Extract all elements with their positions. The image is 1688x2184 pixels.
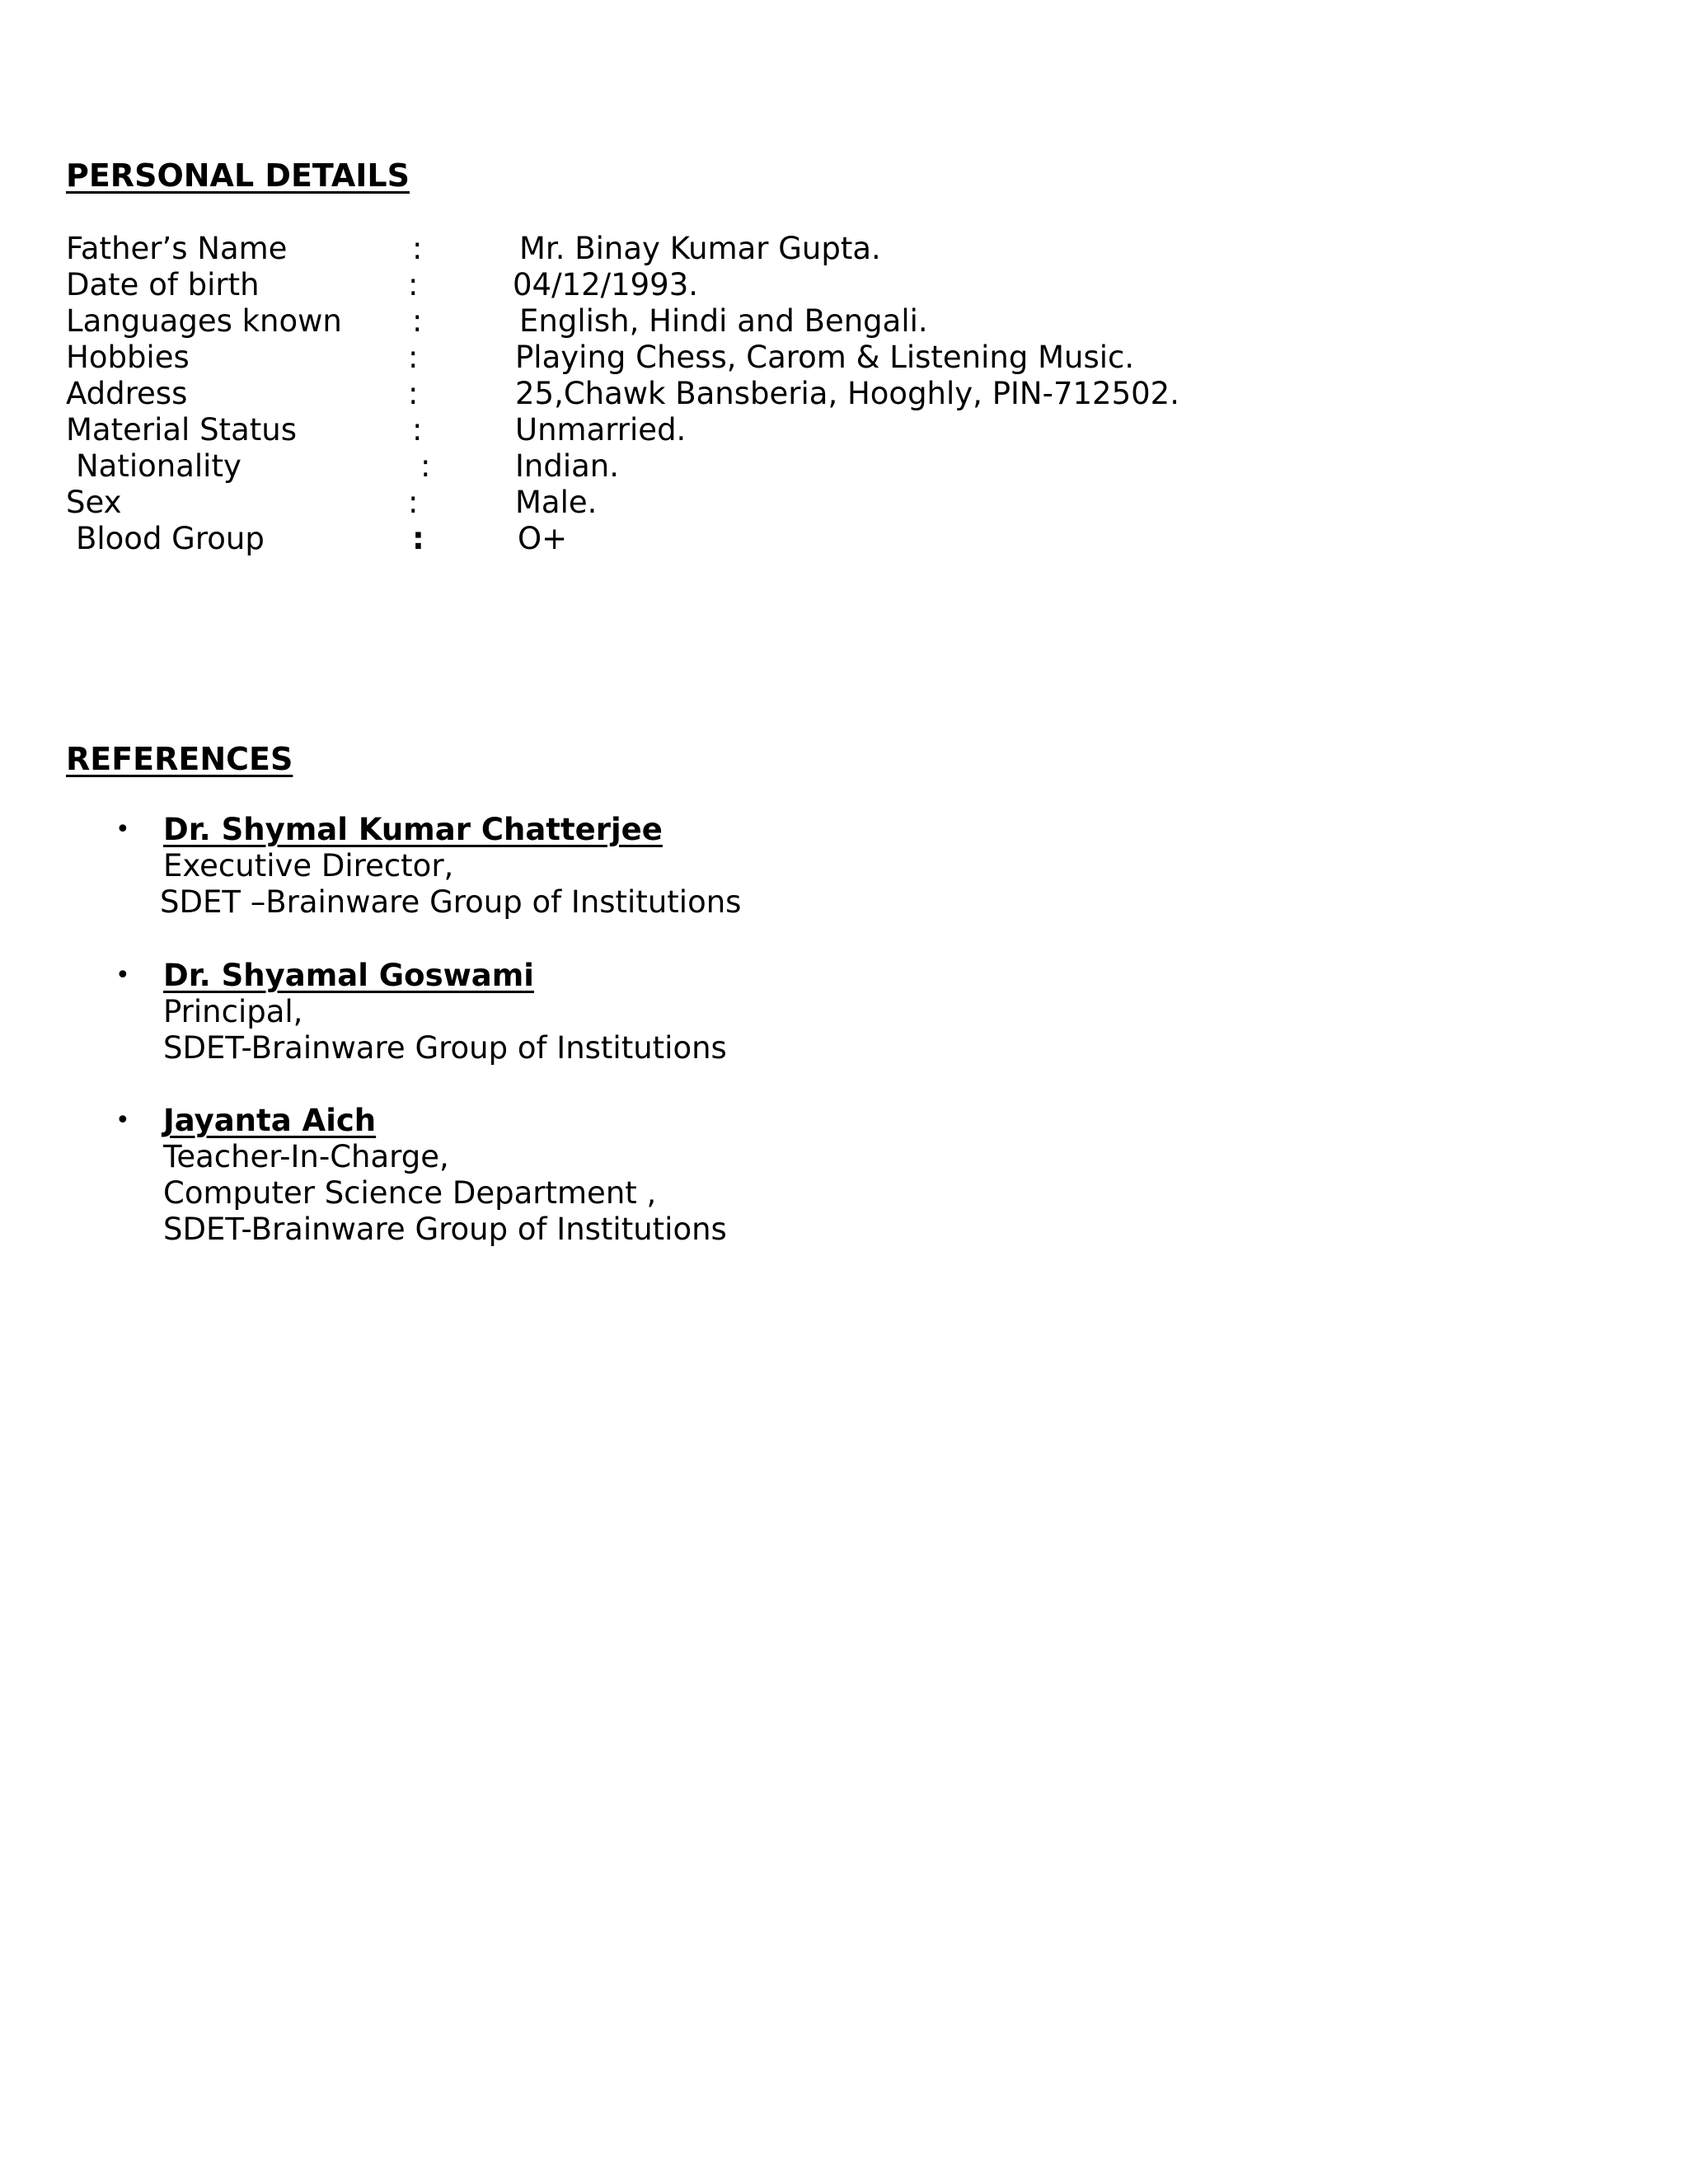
reference-lines (163, 1103, 727, 1248)
detail-row-fathers-name (66, 231, 1220, 267)
detail-row-blood-group (66, 521, 1220, 557)
detail-label: Sex (66, 485, 122, 520)
reference-line: Teacher-In-Charge, (163, 1139, 449, 1174)
detail-row-languages-known (66, 303, 1220, 340)
detail-row-material-status (66, 412, 1220, 448)
references-heading: REFERENCES (66, 741, 293, 777)
personal-details-heading: PERSONAL DETAILS (66, 157, 410, 194)
detail-colon: : (408, 340, 419, 375)
detail-value: English, Hindi and Bengali. (519, 303, 928, 339)
reference-line: Principal, (163, 994, 303, 1029)
detail-label: Father’s Name (66, 231, 288, 266)
detail-row-address (66, 376, 1220, 412)
reference-lines (163, 958, 727, 1066)
detail-label: Hobbies (66, 340, 190, 375)
detail-colon: : (412, 231, 423, 266)
detail-label: Date of birth (66, 267, 260, 302)
detail-value: 04/12/1993. (513, 267, 699, 302)
bullet-icon: • (115, 815, 130, 844)
detail-value: Male. (515, 485, 598, 520)
detail-colon: : (412, 521, 424, 556)
detail-label: Blood Group (76, 521, 265, 556)
detail-label: Languages known (66, 303, 342, 339)
reference-line: Executive Director, (163, 848, 454, 883)
detail-row-date-of-birth (66, 267, 1220, 303)
detail-colon: : (420, 448, 431, 484)
detail-colon: : (412, 303, 423, 339)
reference-line: SDET-Brainware Group of Institutions (163, 1212, 727, 1247)
reference-line: SDET –Brainware Group of Institutions (160, 884, 742, 920)
detail-colon: : (408, 376, 419, 411)
reference-name: Dr. Shymal Kumar Chatterjee (163, 812, 663, 847)
reference-line: Computer Science Department , (163, 1175, 657, 1211)
detail-row-sex (66, 485, 1220, 521)
detail-row-hobbies (66, 340, 1220, 376)
detail-value: Mr. Binay Kumar Gupta. (519, 231, 881, 266)
bullet-icon: • (115, 961, 130, 990)
detail-label: Material Status (66, 412, 297, 448)
detail-label: Nationality (76, 448, 241, 484)
detail-row-nationality (66, 448, 1220, 485)
detail-value: 25,Chawk Bansberia, Hooghly, PIN-712502. (515, 376, 1179, 411)
detail-value: Indian. (515, 448, 620, 484)
reference-name: Dr. Shyamal Goswami (163, 958, 534, 993)
bullet-icon: • (115, 1106, 130, 1135)
reference-name: Jayanta Aich (163, 1103, 377, 1138)
reference-line: SDET-Brainware Group of Institutions (163, 1030, 727, 1066)
detail-value: O+ (518, 521, 568, 556)
detail-colon: : (412, 412, 423, 448)
detail-colon: : (408, 267, 419, 302)
detail-value: Playing Chess, Carom & Listening Music. (515, 340, 1135, 375)
reference-lines (160, 812, 742, 921)
detail-colon: : (408, 485, 419, 520)
detail-label: Address (66, 376, 188, 411)
detail-value: Unmarried. (515, 412, 687, 448)
